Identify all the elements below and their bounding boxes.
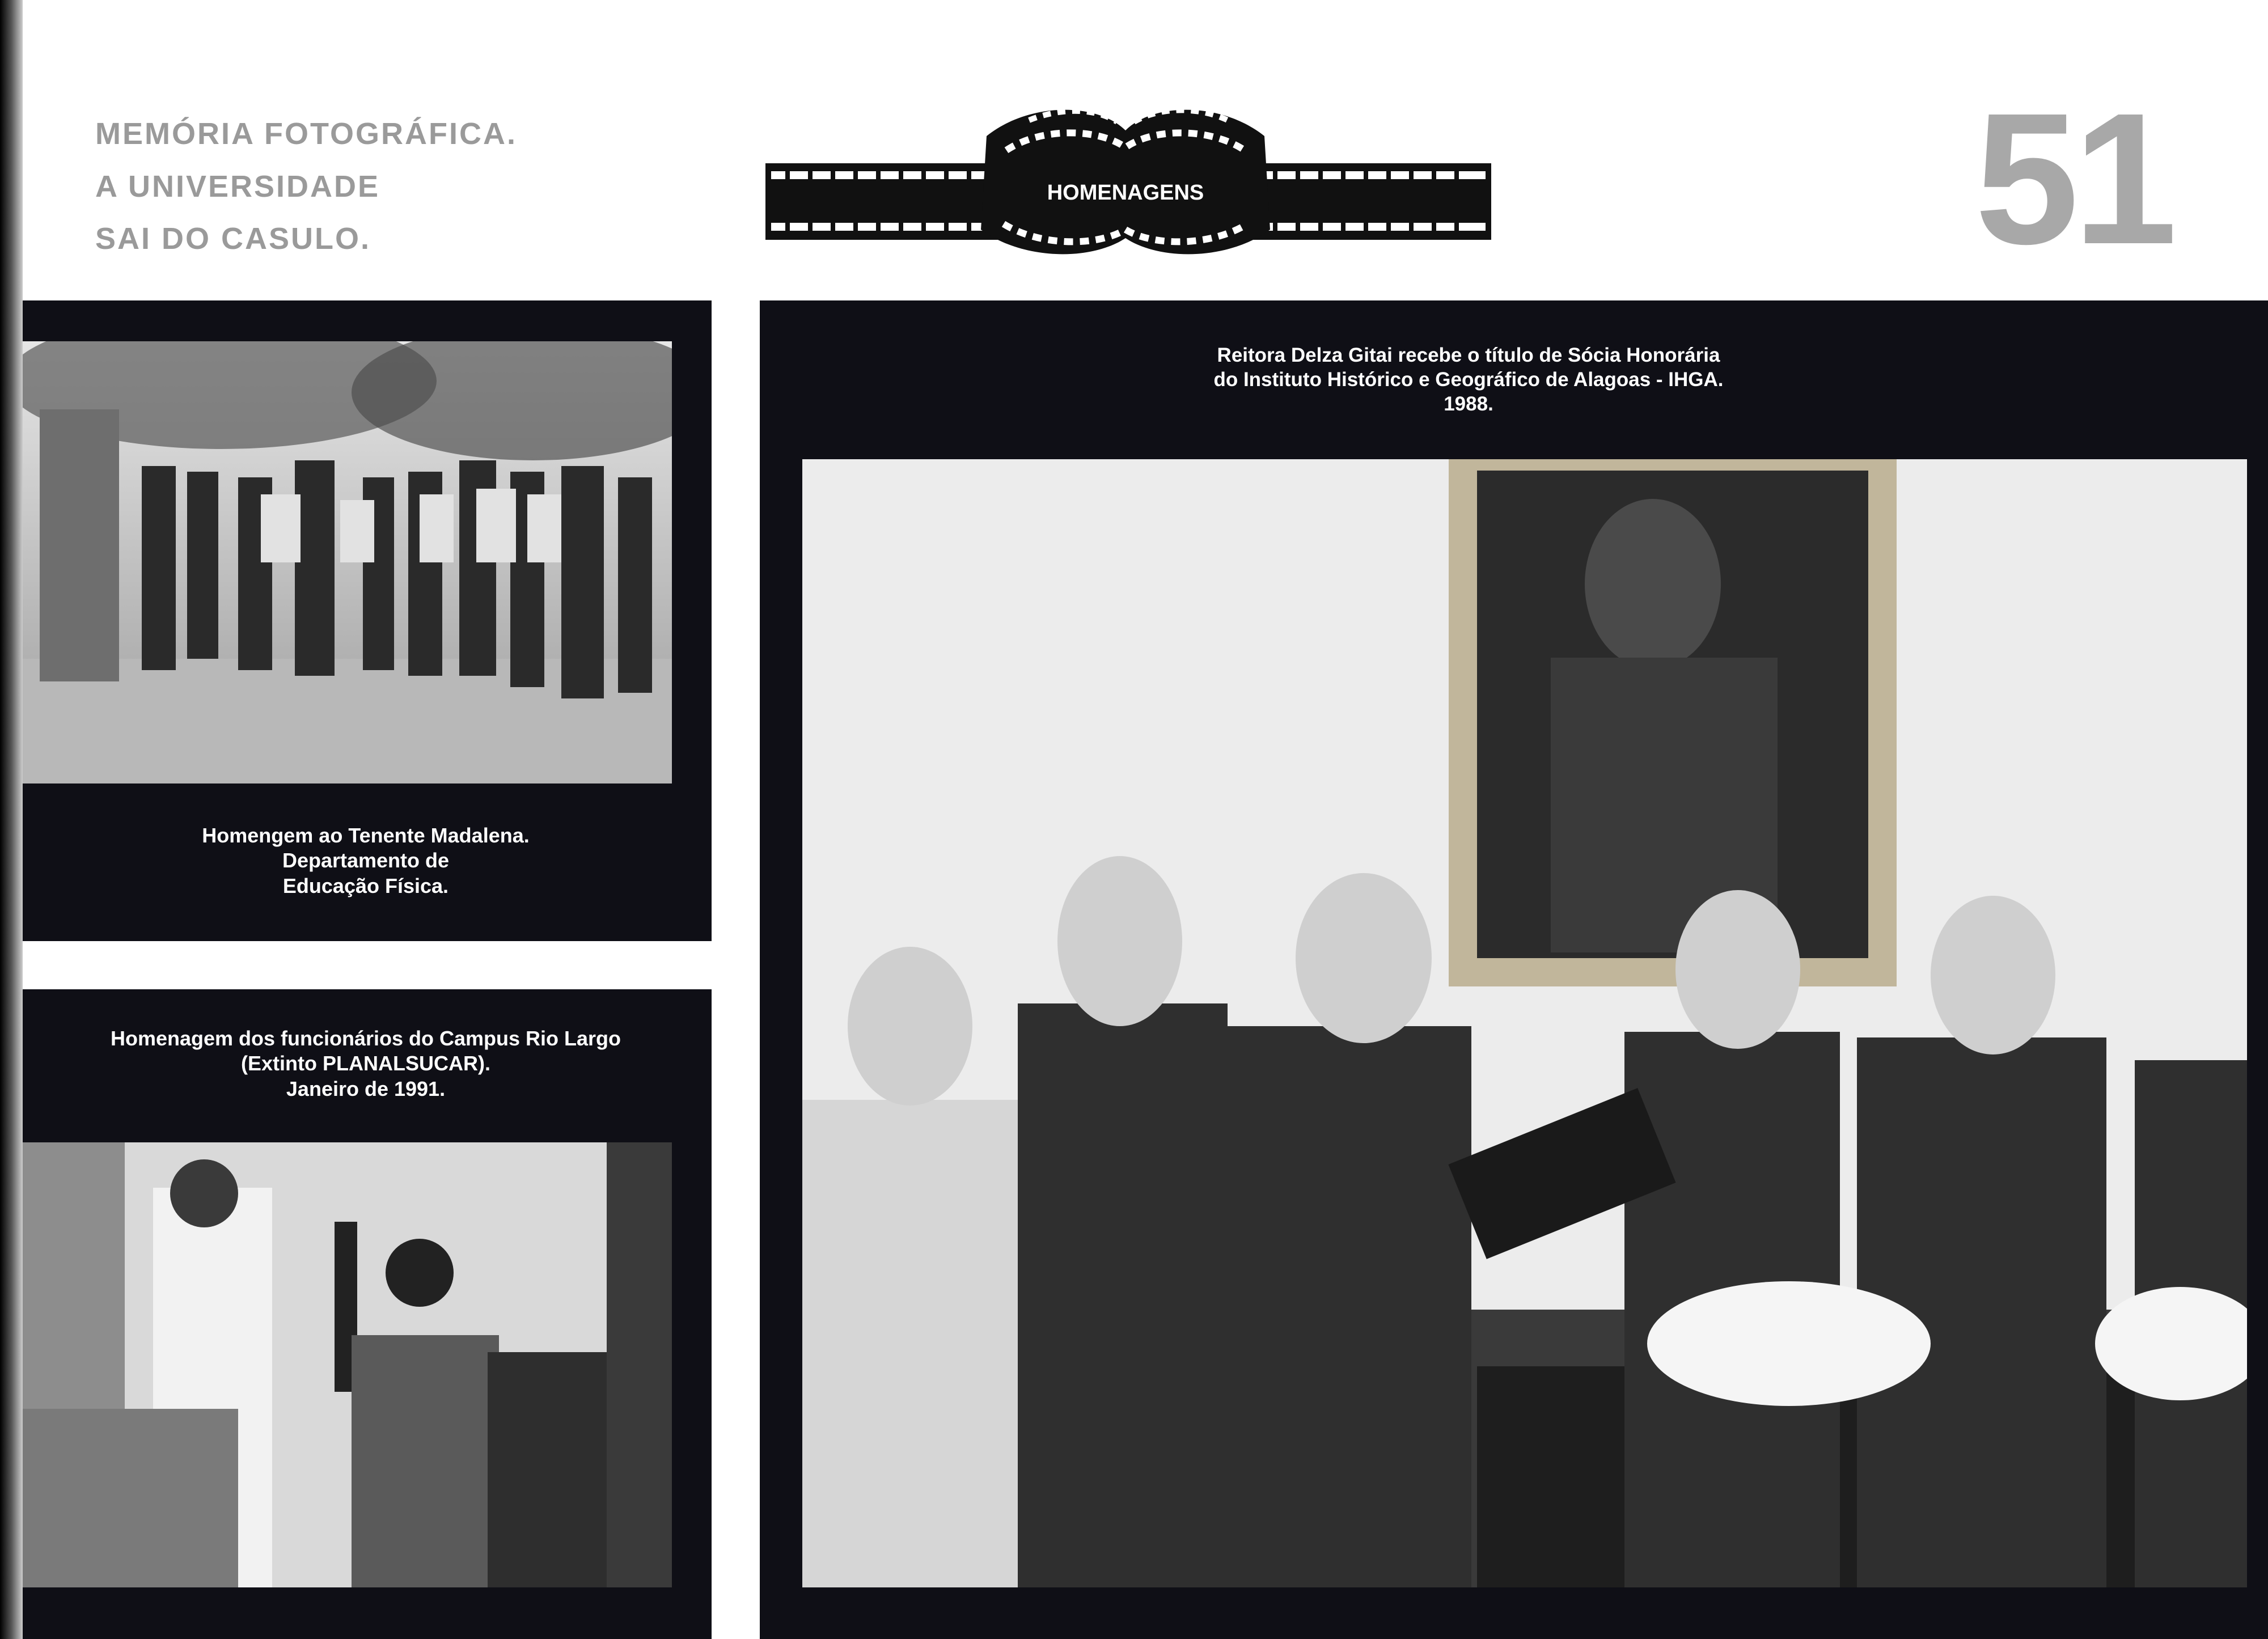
section-film-logo	[763, 96, 1494, 266]
caption-delza-gitai: Reitora Delza Gitai recebe o título de Sócia Honorária do Instituto Histórico e Geográfico de Alagoas - IHGA. 1988.	[1213, 344, 1724, 416]
page-number: 51	[1974, 74, 2172, 283]
caption-campus-rio-largo: Homenagem dos funcionários do Campus Rio Largo (Extinto PLANALSUCAR). Janeiro de 1991.	[110, 1027, 621, 1100]
photo-campus-rio-largo	[23, 1142, 672, 1587]
header-line-1: MEMÓRIA FOTOGRÁFICA.	[95, 117, 517, 151]
photo-panel-top-left	[23, 300, 712, 941]
section-title: HOMENAGENS	[1047, 181, 1204, 205]
film-strip-icon	[763, 96, 1494, 266]
book-spine-shadow	[0, 0, 23, 1639]
header-line-3: SAI DO CASULO.	[95, 222, 371, 256]
photo-delza-gitai-ceremony	[802, 459, 2247, 1587]
photo-panel-bottom-left	[23, 989, 712, 1639]
photo-panel-main	[760, 300, 2268, 1639]
header-line-2: A UNIVERSIDADE	[95, 170, 380, 204]
photo-tenente-madalena	[23, 341, 672, 783]
caption-tenente-madalena: Homengem ao Tenente Madalena. Departamento de Educação Física.	[202, 824, 530, 897]
